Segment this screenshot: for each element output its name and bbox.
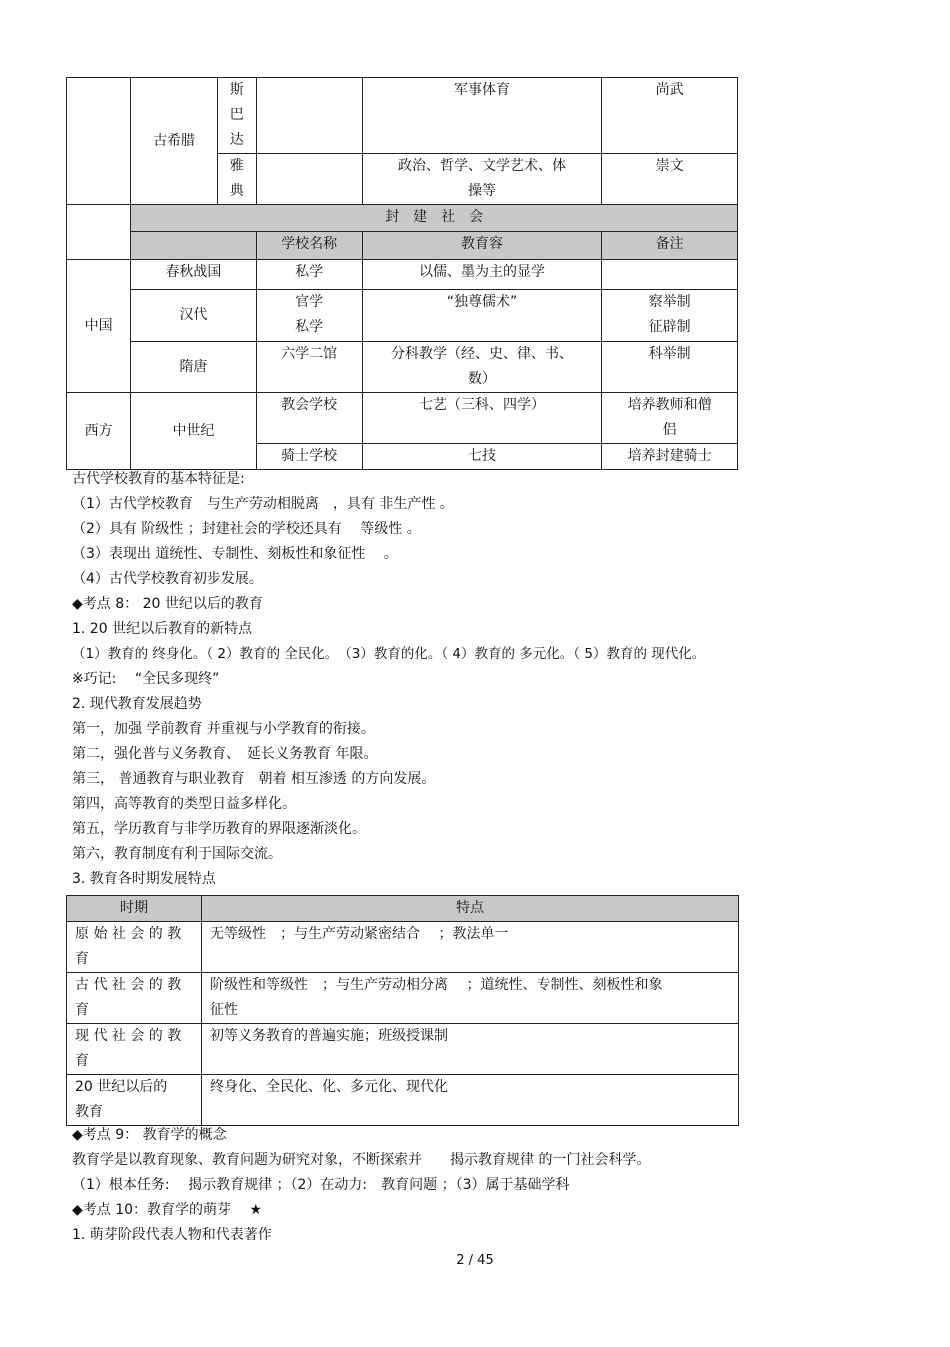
suitang-note: 科举制: [602, 342, 738, 393]
col-content-header: 教育容: [362, 232, 602, 260]
text-line: （2）具有 阶级性 ；封建社会的学校还具有 等级性 。: [72, 521, 421, 537]
sparta-note: 尚武: [602, 78, 738, 154]
empty-cell: [602, 260, 738, 290]
han-cell: 汉代: [131, 290, 256, 342]
text-line: （3）表现出 道统性、专制性、刻板性和象征性 。: [72, 546, 398, 562]
suitang-content: 分科教学（经、史、律、书、 数）: [362, 342, 602, 393]
period-features-table: [66, 895, 739, 1126]
period-cell: 原 始 社 会 的 教 育: [67, 922, 202, 973]
empty-cell: [67, 78, 131, 205]
empty-cell: [256, 154, 362, 205]
chunqiu-school: 私学: [256, 260, 362, 290]
text-line: 第一，加强 学前教育 并重视与小学教育的衔接。: [72, 721, 375, 737]
text-line: 第六，教育制度有利于国际交流。: [72, 846, 282, 862]
suitang-cell: 隋唐: [131, 342, 256, 393]
chunqiu-cell: 春秋战国: [131, 260, 256, 290]
church-content: 七艺（三科、四学）: [362, 393, 602, 444]
suitang-school: 六学二馆: [256, 342, 362, 393]
feature-cell: 阶级性和等级性 ；与生产劳动相分离 ；道统性、专制性、刻板性和象 征性: [202, 973, 739, 1024]
period-cell: 20 世纪以后的 教育: [67, 1075, 202, 1126]
knight-school: 骑士学校: [256, 444, 362, 470]
athens-note: 崇文: [602, 154, 738, 205]
empty-cell: [256, 78, 362, 154]
empty-cell: [67, 205, 131, 260]
page-number: 2 / 45: [456, 1253, 494, 1268]
text-line: （4）古代学校教育初步发展。: [72, 571, 263, 587]
knight-content: 七技: [362, 444, 602, 470]
text-line: 第五，学历教育与非学历教育的界限逐渐淡化。: [72, 821, 366, 837]
text-line: 第二，强化普与义务教育、 延长义务教育 年限。: [72, 746, 378, 762]
text-line: （1）根本任务: 揭示教育规律 ；（2）在动力: 教育问题 ；（3）属于基础学科: [72, 1177, 570, 1193]
ancient-education-table: [66, 77, 738, 470]
han-content: “独尊儒术”: [362, 290, 602, 342]
col-school-header: 学校名称: [256, 232, 362, 260]
sparta-cell: 斯 巴 达: [217, 78, 256, 154]
section-heading: ◆考点 10：教育学的萌芽 ★: [72, 1202, 263, 1218]
text-line: 1. 萌芽阶段代表人物和代表著作: [72, 1227, 272, 1243]
chunqiu-content: 以儒、墨为主的显学: [362, 260, 602, 290]
text-line: 古代学校教育的基本特征是:: [72, 471, 245, 487]
text-line: 第三， 普通教育与职业教育 朝着 相互渗透 的方向发展。: [72, 771, 436, 787]
feature-cell: 初等义务教育的普遍实施；班级授课制: [202, 1024, 739, 1075]
period-cell: 现 代 社 会 的 教 育: [67, 1024, 202, 1075]
west-cell: 西方: [67, 393, 131, 470]
col-note-header: 备注: [602, 232, 738, 260]
sparta-content: 军事体育: [362, 78, 602, 154]
church-note: 培养教师和僧 侣: [602, 393, 738, 444]
text-line: ※巧记: “全民多现终”: [72, 671, 220, 687]
medieval-cell: 中世纪: [131, 393, 256, 470]
china-cell: 中国: [67, 260, 131, 393]
text-line: （1）古代学校教育 与生产劳动相脱离 ，具有 非生产性 。: [72, 496, 454, 512]
church-school: 教会学校: [256, 393, 362, 444]
text-line: 3. 教育各时期发展特点: [72, 871, 216, 887]
text-line: 教育学是以教育现象、教育问题为研究对象，不断探索并 揭示教育规律 的一门社会科学。: [72, 1152, 651, 1168]
text-line: （1）教育的 终身化。（ 2）教育的 全民化。 （3）教育的化。（ 4）教育的 多元化。（ 5）教育的 现代化。: [72, 646, 706, 662]
greece-cell: 古希腊: [131, 78, 218, 205]
text-line: 1. 20 世纪以后教育的新特点: [72, 621, 253, 637]
text-line: 第四，高等教育的类型日益多样化。: [72, 796, 296, 812]
han-school: 官学 私学: [256, 290, 362, 342]
athens-content: 政治、哲学、文学艺术、体 操等: [362, 154, 602, 205]
section-heading: ◆考点 8： 20 世纪以后的教育: [72, 596, 263, 612]
knight-note: 培养封建骑士: [602, 444, 738, 470]
feudal-header: 封 建 社 会: [131, 205, 738, 232]
header-feature: 特点: [202, 896, 739, 922]
feature-cell: 终身化、全民化、化、多元化、现代化: [202, 1075, 739, 1126]
athens-cell: 雅 典: [217, 154, 256, 205]
header-period: 时期: [67, 896, 202, 922]
han-note: 察举制 征辟制: [602, 290, 738, 342]
period-cell: 古 代 社 会 的 教 育: [67, 973, 202, 1024]
feature-cell: 无等级性 ；与生产劳动紧密结合 ；教法单一: [202, 922, 739, 973]
gray-cell: [131, 232, 256, 260]
section-heading: ◆考点 9： 教育学的概念: [72, 1127, 227, 1143]
text-line: 2. 现代教育发展趋势: [72, 696, 202, 712]
